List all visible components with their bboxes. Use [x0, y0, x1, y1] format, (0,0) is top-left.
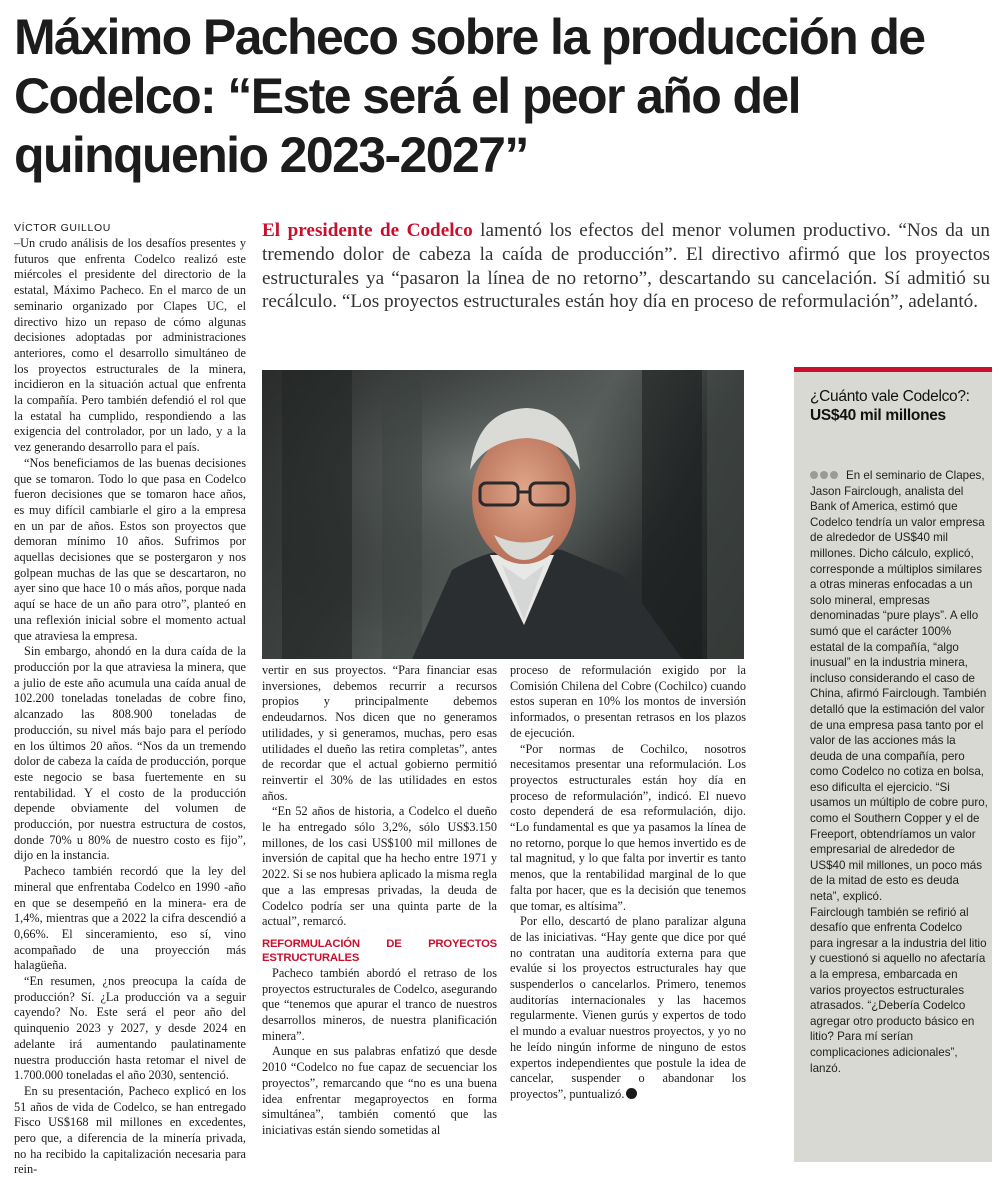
article-column-3	[510, 663, 746, 1163]
sidebar-paragraph	[810, 468, 988, 905]
portrait-illustration	[262, 370, 744, 659]
paragraph: En su presentación, Pacheco explicó en los 51 años de vida de Codelco, se han entregado Fisco US$168 mil millones en excedentes, pero que, a diferencia de la minería privada, no ha recibido la capitalización necesaria para rein-	[14, 1083, 246, 1177]
sidebar-title-question: ¿Cuánto vale Codelco?:	[810, 388, 970, 405]
sidebar-box	[794, 367, 992, 1162]
end-mark-icon	[626, 1088, 637, 1099]
portrait-photo	[262, 370, 744, 659]
lead-text: lamentó los efectos del menor volumen productivo. “Nos da un tremendo dolor de cabeza la caída de producción”. El directivo afirmó que los proyectos estructurales ya “pasaron la línea de no retorno”, descartando su cancelación. Sí admitió su recálculo. “Los proyectos estructurales están hoy día en proceso de reformulación”, adelantó.	[262, 220, 990, 313]
paragraph: proceso de reformulación exigido por la Comisión Chilena del Cobre (Cochilco) cuando estos superan en 10% los montos de inversión informados, o presentan retrasos en los plazos de ejecución.	[510, 663, 746, 740]
sidebar-paragraph: Fairclough también se refirió al desafío que enfrenta Codelco para ingresar a la industria del litio y cuestionó si aquello no afectaría a la empresa, embarcada en varios proyectos estructurales atrasados. “¿Debería Codelco agregar otro producto básico en litio? Para mí serían complicaciones adicionales”, lanzó.	[810, 905, 987, 1075]
paragraph: “En resumen, ¿nos preocupa la caída de producción? Sí. ¿La producción va a seguir cayendo? No. Este será el peor año del quinquenio 2023 y 2027, y desde 2024 en adelante irá aumentando paulatinamente nuestra producción hasta retomar el nivel de 1.700.000 toneladas el año 2030, sentenció.	[14, 974, 246, 1083]
paragraph-last	[510, 914, 746, 1102]
lead-paragraph	[262, 219, 990, 314]
sidebar-title	[810, 387, 985, 425]
paragraph: “Por normas de Cochilco, nosotros necesitamos presentar una reformulación. Los proyectos estructurales están hoy día en proceso de reformulación”, indicó. El nuevo costo dependerá de esa reformulación, dijo. “Lo fundamental es que ya pasamos la línea de no retorno, porque lo que hemos invertido es de tal magnitud, y lo que falta por invertir es tanto menos, que la rentabilidad marginal de lo que falta por hacer, que es la decisión que tenemos que tomar, es altísima”.	[510, 741, 746, 913]
paragraph: vertir en sus proyectos. “Para financiar esas inversiones, debemos recurrir a recursos propios y principalmente debemos endeudarnos. Nos dicen que no generamos utilidades, y si generamos, muchas, pero esas utilidades el dueño las retira completas”, antes de recordar que el actual gobierno permitió reinvertir el 30% de las utilidades en estos años.	[262, 663, 497, 803]
byline: VÍCTOR GUILLOU	[14, 222, 111, 234]
paragraph: “Nos beneficiamos de las buenas decisiones que se tomaron. Todo lo que pasa en Codelco fueron decisiones que se tomaron hace años, es muy difícil cambiarle el giro a la empresa en un par de años. Estos son proyectos que demoran mínimo 10 años. Sufrimos por aquellas decisiones que se postergaron y nos golpean muchas de las que se descartaron, no ayer sino que hace 10 o más años, porque nada aquí se hace de un año para otro”, planteó en una reflexión inicial sobre el momento actual que atraviesa la empresa.	[14, 455, 246, 643]
article-column-2	[262, 663, 497, 1163]
paragraph-text: Por ello, descartó de plano paralizar alguna de las iniciativas. “Hay gente que dice por qué no contratan una auditoría externa para que evalúe si los proyectos estructurales hay que suspenderlos o cancelarlos. Primero, tenemos auditorías internacionales y las hacemos regularmente. Vienen gurús y expertos de todo el mundo a evaluar nuestros proyectos, y yo no he leído ningún informe de ninguno de estos expertos independientes que postule la idea de cancelar, suspender o abandonar los proyectos”, puntualizó.	[510, 914, 746, 1101]
paragraph: Sin embargo, ahondó en la dura caída de la producción por la que atraviesa la minera, que a julio de este año acumula una caída anual de 102.200 toneladas toneladas de cobre fino, alcanzado las 808.900 toneladas de producción, su nivel más bajo para el período en los últimos 20 años. “Nos da un tremendo dolor de cabeza la caída de producción, porque este negocio se basa fuertemente en su rentabilidad. Y el costo de la producción depende obviamente del volumen de producción, por nuestra estructura de costos, donde 70% u 80% de nuestro costo es fijo”, dijo en la instancia.	[14, 644, 246, 863]
sidebar-text: En el seminario de Clapes, Jason Fairclough, analista del Bank of America, estimó que Codelco tendría un valor empresa de alrededor de US$40 mil millones. Dicho cálculo, explicó, corresponde a múltiplos similares a otras mineras enfocadas a un solo mineral, empresas denominadas “pure plays”. A ello sumó que el carácter 100% estatal de la compañía, “algo inusual” en la industria minera, incluso considerando el caso de China, afirmó Fairclough. También detalló que la estimación del valor de una empresa pasa tanto por el valor de las acciones más la deuda de una compañía, pero como Codelco no cotiza en bolsa, eso dificulta el ejercicio. “Si usamos un múltiplo de cobre puro, como el Southern Copper y el de Freeport, obtendríamos un valor empresarial de alrededor de US$40 mil millones, un poco más de la mitad de esto es deuda neta”, explicó.	[810, 469, 988, 904]
paragraph: Aunque en sus palabras enfatizó que desde 2010 “Codelco no fue capaz de secuenciar los proyectos”, remarcando que “no es una buena idea enfrentar megaproyectos en forma simultánea”, también comentó que las iniciativas están siendo sometidas al	[262, 1044, 497, 1137]
headline: Máximo Pacheco sobre la producción de Codelco: “Este será el peor año del quinquenio 2023-2027”	[14, 9, 925, 183]
paragraph: “En 52 años de historia, a Codelco el dueño le ha entregado sólo 3,2%, sólo US$3.150 millones, de los casi US$100 mil millones de inversión de capital que ha hecho entre 1971 y 2022. Si se nos hubiera aplicado la misma regla que a las empresas privadas, la deuda de Codelco podría ser una quinta parte de la actual”, remarcó.	[262, 804, 497, 929]
paragraph: –Un crudo análisis de los desafíos presentes y futuros que enfrenta Codelco realizó este miércoles el presidente del directorio de la estatal, Máximo Pacheco. En el marco de un seminario organizado por Clapes UC, el directivo hizo un repaso de cómo algunas decisiones adoptadas por administraciones anteriores, como el desarrollo simultáneo de los proyectos estructurales de la minera, incidieron en la situación actual que enfrenta la compañía. Pero también defendió el rol que la estatal ha cumplido, respondiendo a las exigencia del controlador, por un lado, y a la vez generando desarrollo para el país.	[14, 236, 246, 455]
lead-highlight: El presidente de Codelco	[262, 220, 473, 241]
dots-icon	[810, 468, 840, 484]
article-column-1	[14, 236, 246, 1177]
section-subhead: REFORMULACIÓN DE PROYECTOS ESTRUCTURALES	[262, 937, 497, 965]
paragraph: Pacheco también abordó el retraso de los proyectos estructurales de Codelco, asegurando que “tenemos que apurar el tranco de nuestros desarrollos mineros, de nuestra planificación minera”.	[262, 965, 497, 1043]
paragraph: Pacheco también recordó que la ley del mineral que enfrentaba Codelco en 1990 -año en que se desempeñó en la minera- era de 1,4%, mientras que a 2022 la cifra descendió a 0,66%. El sinceramiento, eso sí, vino acompañado de una proyección más halagüeña.	[14, 864, 246, 973]
sidebar-body	[810, 468, 988, 1076]
sidebar-title-value: US$40 mil millones	[810, 407, 946, 424]
